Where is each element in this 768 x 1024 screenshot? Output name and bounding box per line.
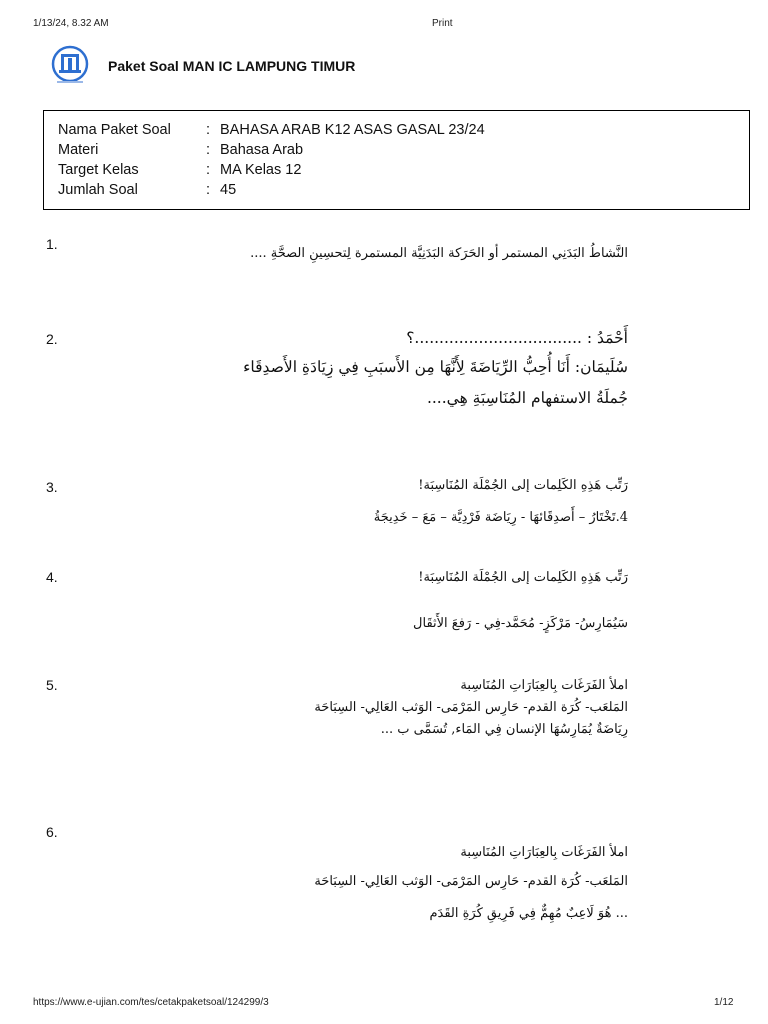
question-text: جُملَةُ الاستفهام المُنَاسِبَةِ هِي.... bbox=[426, 389, 628, 407]
question-text: النَّشاطُ البَدَنِي المستمر أو الحَرَكة البَدَنِيَّة المستمرة لِتحسِينِ الصحَّةِ .... bbox=[250, 246, 628, 261]
question-text: ... هُوَ لَاعِبٌ مُهِمٌّ فِي فَرِيقِ كُرَةِ القَدَم bbox=[429, 906, 628, 921]
info-colon: : bbox=[206, 122, 211, 138]
question-text: أَحْمَدُ : ..................................؟ bbox=[406, 329, 628, 347]
info-colon: : bbox=[206, 142, 211, 158]
question-number: 2. bbox=[46, 331, 58, 347]
info-value: 45 bbox=[220, 182, 237, 198]
question-text: رَتِّب هَذِهِ الكَلِمات إلى الجُمْلَة المُنَاسِبَة! bbox=[418, 478, 628, 493]
question-number: 4. bbox=[46, 569, 58, 585]
info-label: Jumlah Soal bbox=[58, 182, 138, 198]
info-label: Materi bbox=[58, 142, 99, 158]
info-value: BAHASA ARAB K12 ASAS GASAL 23/24 bbox=[220, 122, 485, 138]
info-value: MA Kelas 12 bbox=[220, 162, 302, 178]
info-label: Nama Paket Soal bbox=[58, 122, 171, 138]
question-text: املأ الفَرَغَات بِالعِبَارَاتِ المُنَاسِبة bbox=[460, 678, 628, 693]
print-title: Print bbox=[432, 18, 453, 29]
question-text: املأ الفَرَغَات بِالعِبَارَاتِ المُنَاسِبة bbox=[460, 845, 628, 860]
question-number: 6. bbox=[46, 824, 58, 840]
question-text: 4.تَخْتَارُ – أَصدِقَائهَا - رِيَاضَة فَرْدِيَّة – مَعَ – خَدِيجَةُ bbox=[373, 510, 628, 525]
question-number: 5. bbox=[46, 677, 58, 693]
question-text: المَلعَب- كُرَة القدم- حَارِس المَرْمَى- الوَثب العَالِي- السِبَاحَة bbox=[314, 700, 628, 715]
school-name: Paket Soal MAN IC LAMPUNG TIMUR bbox=[108, 58, 356, 74]
info-value: Bahasa Arab bbox=[220, 142, 304, 158]
info-colon: : bbox=[206, 162, 211, 178]
question-number: 1. bbox=[46, 236, 58, 252]
question-text: سُلَيمَان: أَنَا أُحِبُّ الرِّيَاضَةَ لِأَنَّهَا مِن الأَسبَبِ فِي زِيَادَةِ الأَصدِقَاء bbox=[243, 358, 628, 376]
package-info-box bbox=[43, 110, 750, 210]
info-colon: : bbox=[206, 182, 211, 198]
print-url: https://www.e-ujian.com/tes/cetakpaketsoal/124299/3 bbox=[33, 997, 269, 1008]
school-logo-icon bbox=[48, 44, 92, 86]
question-text: سَيُمَارِسُ- مَرْكَزٍ- مُحَمَّد-فِي - رَفعَ الأَثقَال bbox=[413, 616, 628, 631]
info-label: Target Kelas bbox=[58, 162, 139, 178]
print-datetime: 1/13/24, 8.32 AM bbox=[33, 18, 109, 29]
question-number: 3. bbox=[46, 479, 58, 495]
question-text: المَلعَب- كُرَة القدم- حَارِس المَرْمَى- الوَثب العَالِي- السِبَاحَة bbox=[314, 874, 628, 889]
page-number: 1/12 bbox=[714, 997, 734, 1008]
question-text: رِيَاضَةٌ يُمَارِسُهَا الإنسان فِي المَاء, تُسَمَّى ب ... bbox=[380, 722, 628, 737]
question-text: رَتِّب هَذِهِ الكَلِمات إلى الجُمْلَة المُنَاسِبَة! bbox=[418, 570, 628, 585]
